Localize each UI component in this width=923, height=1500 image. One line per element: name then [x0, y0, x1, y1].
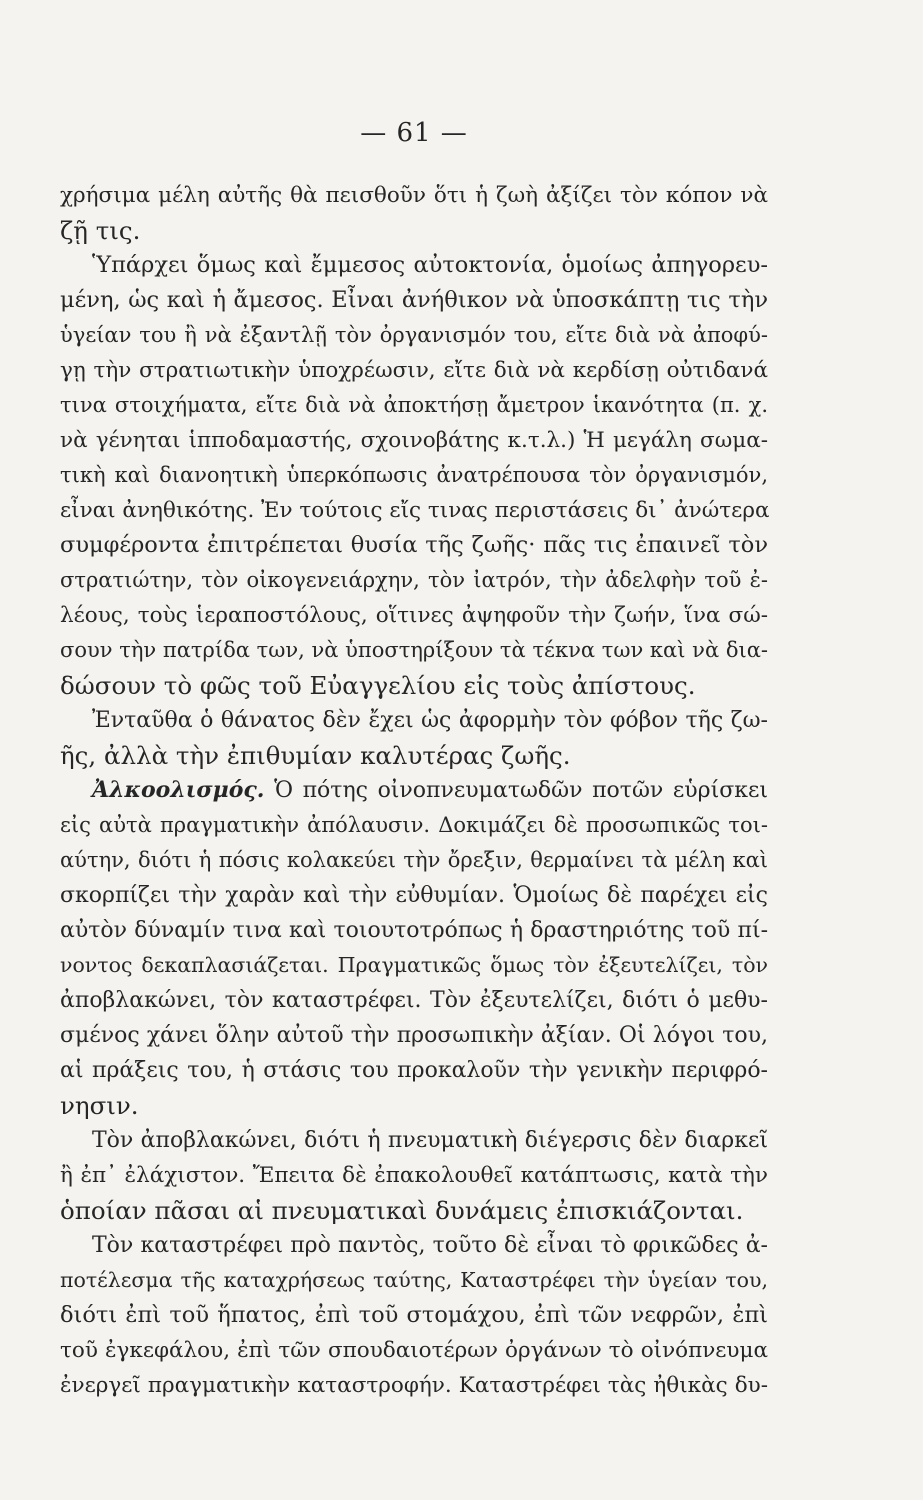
- text-line: [60, 1333, 768, 1368]
- text-line: [60, 423, 768, 458]
- line-text: συμφέροντα ἐπιτρέπεται θυσία τῆς ζωῆς· πᾶς τις ἐπαινεῖ τὸν: [60, 532, 768, 558]
- line-text: σκορπίζει τὴν χαρὰν καὶ τὴν εὐθυμίαν. Ὁμοίως δὲ παρέχει εἰς: [60, 883, 768, 908]
- line-text: λέους, τοὺς ἱεραποστόλους, οἵτινες ἀψηφοῦν τὴν ζωήν, ἵνα σώ-: [60, 603, 768, 628]
- text-line: [60, 178, 768, 213]
- text-line: [60, 248, 768, 283]
- line-text: γῃ τὴν στρατιωτικὴν ὑποχρέωσιν, εἴτε διὰ νὰ κερδίσῃ οὐτιδανά: [60, 358, 768, 383]
- text-line: [60, 703, 768, 738]
- body-text: [60, 178, 768, 1403]
- line-text: διότι ἐπὶ τοῦ ἥπατος, ἐπὶ τοῦ στομάχου, ἐπὶ τῶν νεφρῶν, ἐπὶ: [60, 1302, 768, 1328]
- line-text: Ὑπάρχει ὅμως καὶ ἔμμεσος αὐτοκτονία, ὁμοίως ἀπηγορευ-: [92, 252, 768, 278]
- line-text: αύτην, διότι ἡ πόσις κολακεύει τὴν ὄρεξιν, θερμαίνει τὰ μέλη καὶ: [60, 848, 768, 872]
- text-line: [60, 983, 768, 1018]
- line-text: σμένος χάνει ὅλην αὐτοῦ τὴν προσωπικὴν ἀξίαν. Οἱ λόγοι του,: [60, 1023, 768, 1048]
- line-text: τοῦ ἐγκεφάλου, ἐπὶ τῶν σπουδαιοτέρων ὀργάνων τὸ οἰνόπνευμα: [60, 1338, 768, 1363]
- line-text: ῆς, ἀλλὰ τὴν ἐπιθυμίαν καλυτέρας ζωῆς.: [60, 741, 571, 770]
- line-text: σουν τὴν πατρίδα των, νὰ ὑποστηρίξουν τὰ τέκνα των καὶ νὰ δια-: [60, 638, 768, 662]
- line-text: μένη, ὡς καὶ ἡ ἄμεσος. Εἶναι ἀνήθικον νὰ ὑποσκάπτῃ τις τὴν: [60, 287, 768, 313]
- line-text: εἰς αὐτὰ πραγματικὴν ἀπόλαυσιν. Δοκιμάζει δὲ προσωπικῶς τοι-: [60, 813, 768, 837]
- text-line: [60, 388, 768, 423]
- text-line: [60, 353, 768, 388]
- text-line: [60, 1193, 768, 1228]
- text-line: [60, 1228, 768, 1263]
- text-line: [60, 948, 768, 983]
- text-line: [60, 493, 768, 528]
- line-text: αὐτὸν δύναμίν τινα καὶ τοιουτοτρόπως ἡ δραστηριότης τοῦ πί-: [60, 918, 768, 943]
- text-line: [60, 563, 768, 598]
- page-number: — 61 —: [360, 118, 468, 148]
- text-line: [60, 1368, 768, 1403]
- text-line: [60, 283, 768, 318]
- text-line: [60, 738, 768, 773]
- line-text: ἐνεργεῖ πραγματικὴν καταστροφήν. Καταστρέφει τὰς ἠθικὰς δυ-: [60, 1373, 768, 1398]
- line-text: εἶναι ἀνηθικότης. Ἐν τούτοις εἴς τινας περιστάσεις δι᾽ ἀνώτερα: [60, 498, 770, 523]
- line-text: Ἐνταῦθα ὁ θάνατος δὲν ἔχει ὡς ἀφορμὴν τὸν φόβον τῆς ζω-: [92, 708, 768, 733]
- line-text: Ὁ πότης οἰνοπνευματωδῶν ποτῶν εὑρίσκει: [274, 778, 768, 803]
- section-term: Ἀλκοολισμός.: [92, 777, 265, 803]
- text-line: [60, 1298, 768, 1333]
- text-line: [60, 1018, 768, 1053]
- text-line: [60, 1053, 768, 1088]
- line-text: ἢ ἐπ᾽ ἐλάχιστον. Ἔπειτα δὲ ἐπακολουθεῖ κατάπτωσις, κατὰ τὴν: [60, 1163, 768, 1188]
- text-line: [60, 528, 768, 563]
- line-text: στρατιώτην, τὸν οἰκογενειάρχην, τὸν ἰατρόν, τὴν ἀδελφὴν τοῦ ἐ-: [60, 568, 768, 592]
- line-text: νοντος δεκαπλασιάζεται. Πραγματικῶς ὅμως τὸν ἐξευτελίζει, τὸν: [60, 953, 768, 977]
- line-text: ὑγείαν του ἢ νὰ ἐξαντλῇ τὸν ὀργανισμόν του, εἴτε διὰ νὰ ἀποφύ-: [60, 323, 768, 347]
- text-line: [60, 1088, 768, 1123]
- text-line: [60, 458, 768, 493]
- text-line: [60, 213, 768, 248]
- line-text: χρήσιμα μέλη αὐτῆς θὰ πεισθοῦν ὅτι ἡ ζωὴ ἀξίζει τὸν κόπον νὰ: [60, 183, 768, 208]
- line-text: νὰ γένηται ἱπποδαμαστής, σχοινοβάτης κ.τ.λ.) Ἡ μεγάλη σωμα-: [60, 428, 768, 453]
- text-line: [60, 1123, 768, 1158]
- line-text: τινα στοιχήματα, εἴτε διὰ νὰ ἀποκτήσῃ ἄμετρον ἱκανότητα (π. χ.: [60, 393, 768, 417]
- text-line: [60, 318, 768, 353]
- text-line: [60, 913, 768, 948]
- text-line: [60, 633, 768, 668]
- text-line: [60, 1263, 768, 1298]
- line-text: Τὸν καταστρέφει πρὸ παντὸς, τοῦτο δὲ εἶναι τὸ φρικῶδες ἀ-: [92, 1233, 768, 1258]
- line-text: δώσουν τὸ φῶς τοῦ Εὐαγγελίου εἰς τοὺς ἀπίστους.: [60, 671, 696, 700]
- line-text: αἱ πράξεις του, ἡ στάσις του προκαλοῦν τὴν γενικὴν περιφρό-: [60, 1058, 768, 1083]
- line-text: τικὴ καὶ διανοητικὴ ὑπερκόπωσις ἀνατρέπουσα τὸν ὀργανισμόν,: [60, 463, 768, 487]
- section-heading-line: [60, 773, 768, 808]
- text-line: [60, 878, 768, 913]
- text-line: [60, 808, 768, 843]
- line-text: ποτέλεσμα τῆς καταχρήσεως ταύτης, Καταστρέφει τὴν ὑγείαν του,: [60, 1268, 768, 1292]
- line-text: ὁποίαν πᾶσαι αἱ πνευματικαὶ δυνάμεις ἐπισκιάζονται.: [60, 1196, 744, 1225]
- line-text: νησιν.: [60, 1091, 139, 1120]
- text-line: [60, 843, 768, 878]
- line-text: ἀποβλακώνει, τὸν καταστρέφει. Τὸν ἐξευτελίζει, διότι ὁ μεθυ-: [60, 988, 768, 1013]
- text-line: [60, 598, 768, 633]
- line-text: Τὸν ἀποβλακώνει, διότι ἡ πνευματικὴ διέγερσις δὲν διαρκεῖ: [92, 1128, 768, 1153]
- line-text: ζῇ τις.: [60, 216, 141, 245]
- text-line: [60, 668, 768, 703]
- text-line: [60, 1158, 768, 1193]
